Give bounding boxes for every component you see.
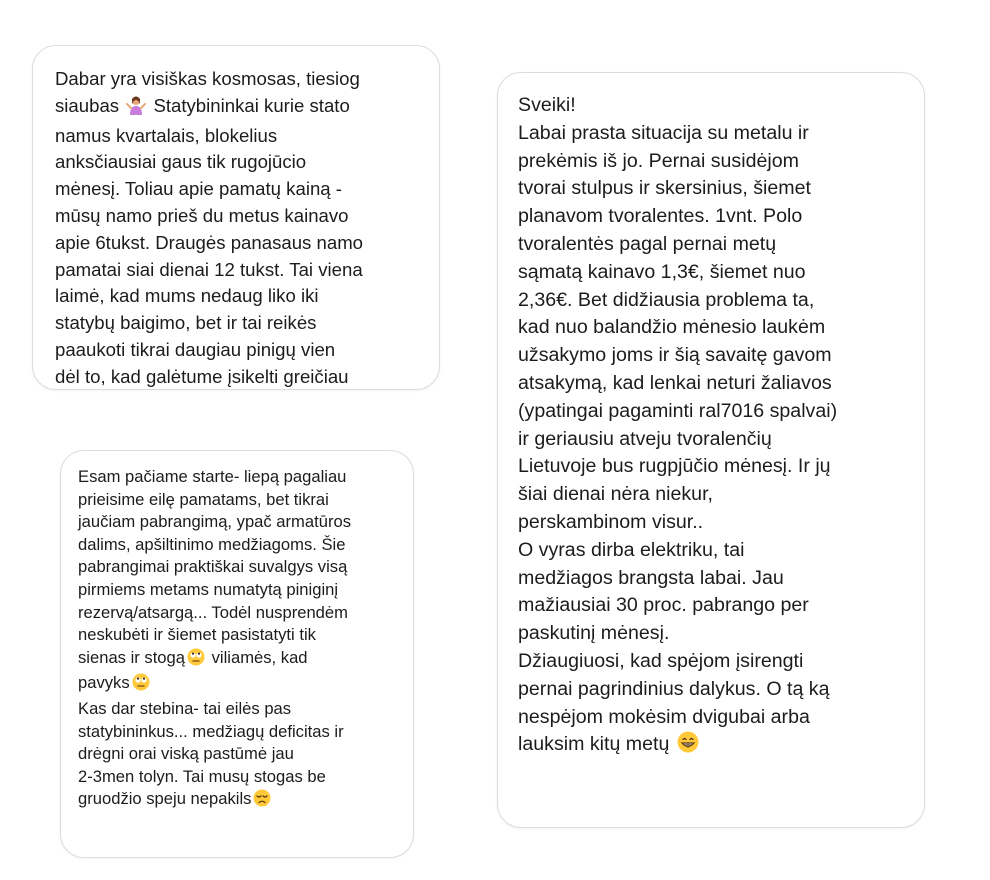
message-line: tvoralentės pagal pernai metų [518,232,777,255]
message-line: dėl to, kad galėtume įsikelti greičiau [55,365,349,387]
message-line: 2-3men tolyn. Tai musų stogas be [78,766,326,786]
message-line: namus kvartalais, blokelius [55,124,278,146]
message-line: statybų baigimo, bet ir tai reikės [55,312,317,334]
message-line: statybininkus... medžiagų deficitas ir [78,721,344,741]
message-text: gruodžio speju nepakils [78,789,252,809]
message-line: (ypatingai pagaminti ral7016 spalvai) [518,399,838,422]
message-line: Džiaugiuosi, kad spėjom įsirengti [518,649,804,672]
message-line: apie 6tukst. Draugės panasaus namo [55,231,364,253]
message-line: drėgni orai viską pastūmė jau [78,744,294,764]
message-line [78,647,403,673]
message-line: prekėmis iš jo. Pernai susidėjom [518,149,799,172]
message-line: atsakymą, kad lenkai neturi žaliavos [518,371,832,394]
message-card-3 [497,72,925,828]
message-line: užsakymo joms ir šią savaitę gavom [518,344,832,367]
message-line: Labai prasta situacija su metalu ir [518,121,809,144]
message-line [55,93,421,123]
message-line: paaukoti tikrai daugiau pinigų vien [55,338,336,360]
message-line: perskambinom visur.. [518,510,704,533]
message-line: mėnesį. Toliau apie pamatų kainą - [55,178,342,200]
face-with-rolling-eyes-emoji-icon [132,673,150,698]
message-line: šiai dienai nėra niekur, [518,483,713,506]
message-text: siaubas [55,94,120,116]
message-line: tvorai stulpus ir skersinius, šiemet [518,177,811,200]
message-line: prieisime eilę pamatams, bet tikrai [78,489,329,509]
message-line: jaučiam pabrangimą, ypač armatūros [78,512,352,532]
message-card-1 [32,45,440,390]
message-line [78,672,403,698]
message-line: Lietuvoje bus rugpjūčio mėnesį. Ir jų [518,455,831,478]
message-line: mažiausiai 30 proc. pabrango per [518,594,809,617]
message-line: Dabar yra visiškas kosmosas, tiesiog [55,68,360,89]
message-text: lauksim kitų metų [518,733,670,756]
message-card-2 [60,450,414,858]
message-line: dalims, apšiltinimo medžiagoms. Šie [78,534,346,554]
message-line: Kas dar stebina- tai eilės pas [78,698,292,718]
woman-shrugging-emoji-icon [126,95,146,123]
message-line [78,788,403,814]
message-line: anksčiausiai gaus tik rugojūcio [55,151,307,173]
message-line: Sveiki! [518,94,576,116]
message-text: viliamės, kad [211,647,308,667]
message-line: mūsų namo prieš du metus kainavo [55,204,349,226]
message-line: neskubėti ir šiemet pasistatyti tik [78,625,316,645]
message-text: sienas ir stogą [78,647,185,667]
message-line: pamatai siai dienai 12 tukst. Tai viena [55,258,363,280]
message-line: pernai pagrindinius dalykus. O tą ką [518,677,830,700]
message-line: laimė, kad mums nedaug liko iki [55,285,319,307]
message-line: medžiagos brangsta labai. Jau [518,566,784,589]
disappointed-face-emoji-icon [253,789,271,814]
message-line: 2,36€. Bet didžiausia problema ta, [518,288,815,311]
grinning-face-emoji-icon [677,731,699,762]
message-line: rezervą/atsargą... Todėl nusprendėm [78,602,348,622]
message-line: planavom tvoralentes. 1vnt. Polo [518,205,803,228]
message-line: sąmatą kainavo 1,3€, šiemet nuo [518,260,806,283]
message-text: pavyks [78,673,130,693]
message-line: paskutinį mėnesį. [518,622,670,645]
message-line: O vyras dirba elektriku, tai [518,538,745,561]
message-line: kad nuo balandžio mėnesio laukėm [518,316,826,339]
message-line [518,731,910,762]
message-line: nespėjom mokėsim dvigubai arba [518,705,810,728]
message-line: ir geriausiu atveju tvoralenčių [518,427,772,450]
message-text: Statybininkai kurie stato [153,94,350,116]
message-line: Esam pačiame starte- liepą pagaliau [78,467,347,486]
message-line: pabrangimai praktiškai suvalgys visą [78,557,348,577]
message-line: pirmiems metams numatytą piniginį [78,579,339,599]
face-with-rolling-eyes-emoji-icon [187,648,205,673]
